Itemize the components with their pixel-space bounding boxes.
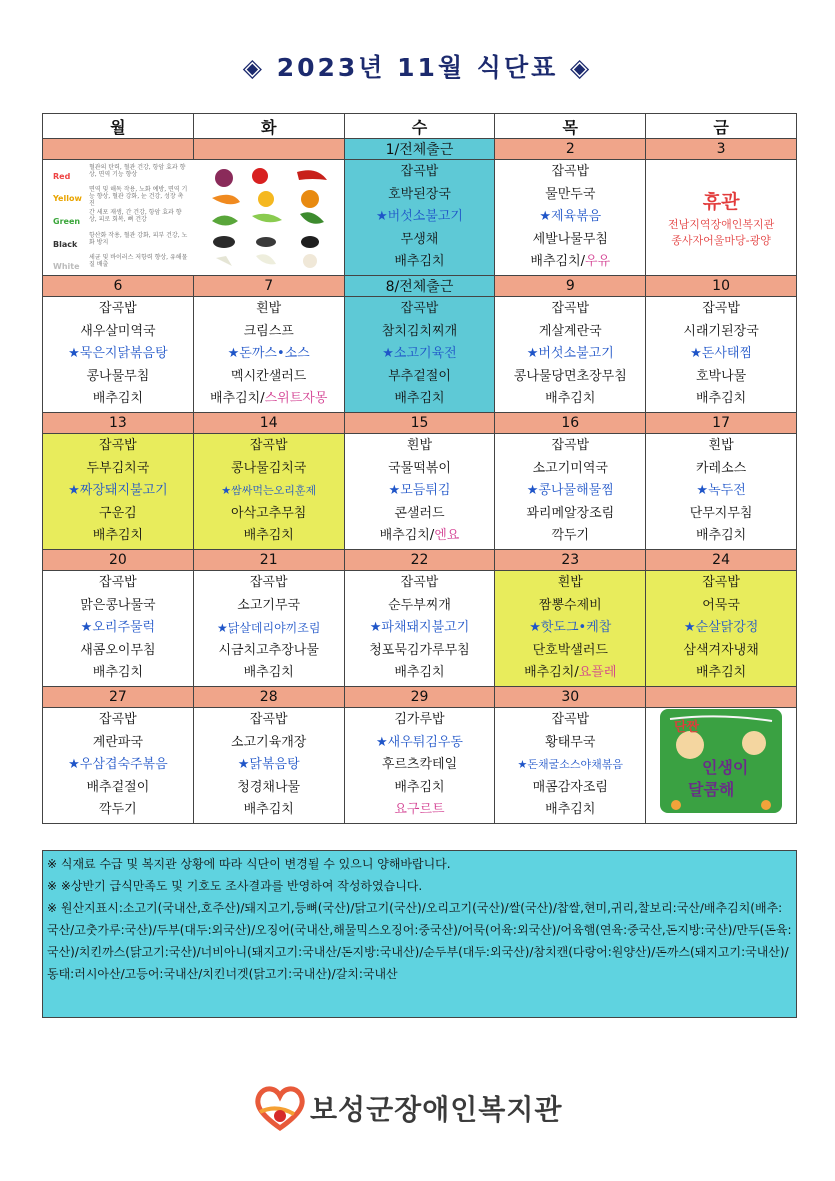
menu-cell (344, 160, 495, 276)
poster-cell (646, 708, 797, 824)
menu-item: 잡곡밥 (551, 438, 590, 454)
poster-image (660, 709, 782, 813)
menu-item: 새우살미역국 (80, 323, 156, 339)
menu-item: 김가루밥 (394, 712, 445, 728)
menu-item: 참치김치찌개 (381, 323, 458, 339)
weekday-thu: 목 (495, 114, 646, 139)
legend-label: Green (53, 217, 81, 226)
menu-table (42, 113, 797, 824)
menu-row (43, 434, 797, 550)
date-cell: 1/전체출근 (344, 139, 495, 160)
menu-item-main: ★돈채굴소스야채볶음 (517, 758, 624, 772)
menu-item: 배추김치 (92, 528, 144, 544)
svg-text:인생이: 인생이 (702, 758, 749, 778)
date-cell: 29 (344, 687, 495, 708)
menu-item-main: ★돈사태찜 (690, 346, 753, 362)
menu-item: 단무지무침 (689, 505, 753, 521)
menu-item: 잡곡밥 (702, 301, 740, 317)
menu-cell (495, 297, 646, 413)
menu-item: 짬뽕수제비 (538, 597, 602, 613)
menu-item: 후르츠칵테일 (381, 757, 458, 773)
menu-item: 배추김치 (695, 665, 747, 681)
menu-item: 배추김치 (545, 391, 596, 407)
menu-item: 배추김치 (243, 665, 294, 681)
vegetables-illustration (202, 166, 340, 270)
menu-item: 잡곡밥 (99, 712, 137, 728)
menu-cell (193, 434, 344, 550)
menu-item: 배추김치 (695, 391, 747, 407)
menu-item: 깍두기 (551, 528, 590, 544)
holiday-title: 휴관 (702, 190, 740, 213)
menu-item: 아삭고추무침 (231, 505, 307, 521)
heart-logo-icon (250, 1082, 310, 1132)
menu-item: 크림스프 (243, 323, 294, 339)
menu-item: 청경채나물 (237, 779, 301, 795)
menu-item-main: ★모듬튀김 (388, 483, 451, 499)
menu-item: 잡곡밥 (99, 575, 137, 591)
legend-text: 세균 및 바이러스 저항력 향상, 유해물질 배출 (89, 254, 188, 268)
menu-cell (646, 571, 797, 687)
weekday-header-row (43, 114, 797, 139)
date-row (43, 276, 797, 297)
menu-cell (43, 434, 194, 550)
menu-cell (646, 434, 797, 550)
menu-item: 잡곡밥 (400, 301, 439, 317)
menu-item: 배추김치 (545, 802, 596, 818)
date-cell: 8/전체출근 (344, 276, 495, 297)
svg-text:단짠: 단짠 (674, 720, 700, 736)
weekday-wed: 수 (344, 114, 495, 139)
menu-item: 배추김치 (394, 665, 445, 681)
menu-item: 소고기육개장 (231, 734, 307, 750)
menu-item-main: ★콩나물해물찜 (526, 483, 614, 499)
date-cell: 14 (193, 413, 344, 434)
menu-cell (344, 434, 495, 550)
date-row (43, 139, 797, 160)
notes-box (42, 850, 797, 1018)
menu-cell (193, 571, 344, 687)
menu-item: 흰밥 (557, 575, 583, 591)
menu-row (43, 708, 797, 824)
menu-item: 꽈리메알장조림 (526, 505, 615, 521)
menu-item: 흰밥 (406, 438, 433, 454)
menu-item: 콘샐러드 (394, 505, 445, 521)
menu-item: 청포묵김가루무침 (369, 642, 470, 658)
menu-item: 삼색겨자냉채 (683, 642, 759, 658)
menu-item: 배추겉절이 (86, 779, 150, 795)
menu-item-extra: 스위트자몽 (264, 391, 328, 407)
date-cell (193, 139, 344, 160)
date-cell: 30 (495, 687, 646, 708)
date-cell: 15 (344, 413, 495, 434)
menu-item-main: ★새우튀김우동 (375, 734, 463, 750)
menu-item-main: ★제육볶음 (539, 209, 602, 225)
svg-text:달콤해: 달콤해 (688, 780, 735, 800)
menu-item: 잡곡밥 (249, 575, 288, 591)
menu-item: 호박나물 (695, 368, 747, 384)
menu-item (495, 251, 645, 274)
menu-cell (193, 708, 344, 824)
page-title: ◈ 2023년 11월 식단표 ◈ (242, 53, 593, 82)
menu-item: 잡곡밥 (99, 301, 137, 317)
menu-item: 매콤감자조림 (532, 779, 608, 795)
menu-cell (43, 708, 194, 824)
footer-logo (250, 1082, 670, 1132)
date-cell: 13 (43, 413, 194, 434)
menu-item: 두부김치국 (86, 460, 150, 476)
menu-item: 시금치고추장나물 (218, 642, 319, 658)
organization-name: 보성군장애인복지관 (310, 1093, 563, 1126)
legend-label: Black (53, 240, 78, 249)
menu-item: 잡곡밥 (551, 164, 590, 180)
menu-cell (43, 297, 194, 413)
menu-item-main: ★닭볶음탕 (237, 757, 300, 773)
menu-item: 구운김 (99, 505, 137, 521)
date-cell: 24 (646, 550, 797, 571)
menu-item: 콩나물당면초장무침 (513, 368, 627, 384)
menu-item: 어묵국 (702, 597, 740, 613)
menu-item-text: 배추김치/ (524, 665, 579, 681)
date-row (43, 550, 797, 571)
menu-item-main: ★묵은지닭볶음탕 (68, 346, 168, 362)
menu-row (43, 160, 797, 276)
date-cell: 28 (193, 687, 344, 708)
menu-item-extra: 우유 (585, 254, 611, 270)
weekday-tue: 화 (193, 114, 344, 139)
date-row (43, 413, 797, 434)
menu-item: 흰밥 (256, 301, 282, 317)
date-row (43, 687, 797, 708)
date-cell (43, 139, 194, 160)
menu-item: 잡곡밥 (249, 712, 288, 728)
menu-item-main: ★녹두전 (696, 483, 746, 499)
menu-item: 소고기무국 (237, 597, 301, 613)
menu-item-main: ★버섯소불고기 (526, 346, 614, 362)
menu-cell (646, 297, 797, 413)
menu-item-main: ★쌈싸먹는오리훈제 (221, 484, 317, 498)
menu-item: 카레소스 (695, 460, 747, 476)
menu-item-main: ★닭살데리야끼조림 (216, 621, 321, 636)
note-line: ※ ※상반기 급식만족도 및 기호도 조사결과를 반영하여 작성하였습니다. (47, 879, 423, 893)
menu-item (194, 388, 344, 411)
menu-item: 배추김치 (243, 802, 294, 818)
menu-item: 무생채 (400, 231, 439, 247)
menu-cell (495, 434, 646, 550)
menu-item: 잡곡밥 (702, 575, 740, 591)
menu-item: 호박된장국 (388, 186, 451, 202)
legend-text: 간 세포 재생, 간 건강, 항암 효과 향상, 피로 회복, 뼈 건강 (89, 209, 182, 223)
menu-item: 시래기된장국 (683, 323, 759, 339)
weekday-mon: 월 (43, 114, 194, 139)
menu-item-main: ★짜장돼지불고기 (68, 483, 168, 499)
menu-row (43, 297, 797, 413)
menu-cell (495, 571, 646, 687)
date-cell (646, 687, 797, 708)
note-origin: ※ 원산지표시:소고기(국내산,호주산)/돼지고기,등뼈(국산)/닭고기(국산)/오리고기(국산)/쌀(국산)/찹쌀,현미,귀리,찰보리:국산/배추김치(배추:국산/고춧가루:국산)/두부(대두:외국산)/오징어(국내산,해물믹스오징어:중국산)/어묵(어육:외국산)/어육햄(연육:중국산,돈지방:국산)/만두(돈육:국산)/치킨까스(닭고기:국산)/너비아니(돼지고기:국내산/돈지방:국내산)/순두부(대두:외국산)/참치캔(다랑어:원양산)/돈까스(돼지고기:국내산)/동태:러시아산/고등어:국내산/치킨너겟(닭고기:국내산)/갈치:국내산 (47, 901, 792, 981)
date-cell: 20 (43, 550, 194, 571)
menu-item-text: 배추김치/ (379, 528, 435, 544)
date-cell: 10 (646, 276, 797, 297)
menu-item: 잡곡밥 (99, 438, 137, 454)
menu-item: 부추겉절이 (388, 368, 451, 384)
legend-label: White (53, 262, 80, 271)
date-cell: 23 (495, 550, 646, 571)
date-cell: 9 (495, 276, 646, 297)
legend-label: Yellow (53, 194, 82, 203)
date-cell: 16 (495, 413, 646, 434)
menu-item-main: ★순살닭강정 (683, 620, 759, 636)
date-cell: 22 (344, 550, 495, 571)
menu-cell (495, 160, 646, 276)
holiday-cell (646, 160, 797, 276)
weekday-fri: 금 (646, 114, 797, 139)
date-cell: 21 (193, 550, 344, 571)
menu-item: 요구르트 (394, 802, 445, 818)
note-line: ※ 식재료 수급 및 복지관 상황에 따라 식단이 변경될 수 있으니 양해바랍니다. (47, 857, 451, 871)
menu-item: 배추김치 (92, 391, 144, 407)
menu-item-extra: 요플레 (578, 665, 617, 681)
menu-item: 계란파국 (92, 734, 144, 750)
menu-item: 새콤오이무침 (80, 642, 156, 658)
menu-item (345, 525, 495, 548)
menu-item-main: ★소고기육전 (382, 346, 457, 362)
menu-row (43, 571, 797, 687)
menu-item: 배추김치 (394, 254, 445, 270)
menu-item: 맑은콩나물국 (80, 597, 156, 613)
date-cell: 3 (646, 139, 797, 160)
menu-item-extra: 엔요 (434, 528, 460, 544)
date-cell: 2 (495, 139, 646, 160)
menu-cell (495, 708, 646, 824)
menu-item-main: ★오리주물럭 (80, 620, 156, 636)
date-cell: 17 (646, 413, 797, 434)
menu-item: 잡곡밥 (551, 712, 590, 728)
menu-item: 게살계란국 (538, 323, 602, 339)
menu-cell (344, 571, 495, 687)
menu-item: 잡곡밥 (400, 575, 439, 591)
menu-item (495, 662, 645, 685)
menu-cell (193, 297, 344, 413)
menu-item-main: ★핫도그•케찹 (529, 620, 612, 636)
menu-item: 배추김치 (243, 528, 294, 544)
menu-item-main: ★버섯소불고기 (375, 209, 463, 225)
menu-item: 멕시칸샐러드 (231, 368, 307, 384)
menu-item-text: 배추김치/ (209, 391, 265, 407)
menu-cell (344, 297, 495, 413)
menu-item: 순두부찌개 (388, 597, 451, 613)
menu-item: 세발나물무침 (532, 231, 608, 247)
menu-item: 잡곡밥 (551, 301, 590, 317)
menu-item-main: ★파채돼지불고기 (369, 620, 470, 636)
legend-text: 항산화 작용, 혈관 강화, 피부 건강, 노화 방지 (89, 232, 188, 246)
legend-text: 혈관의 탄력, 혈관 건강, 항암 효과 향상, 면역 기능 향상 (89, 164, 186, 178)
menu-cell (344, 708, 495, 824)
menu-item: 배추김치 (394, 391, 445, 407)
color-nutrition-panel (43, 160, 345, 276)
menu-item-text: 배추김치/ (530, 254, 586, 270)
date-cell: 6 (43, 276, 194, 297)
menu-item: 배추김치 (695, 528, 747, 544)
menu-item: 잡곡밥 (249, 438, 288, 454)
legend-text: 면역 및 해독 작용, 노화 예방, 면역 기능 향상, 혈관 강화, 눈 건강, 성장 촉진 (89, 186, 188, 207)
menu-item: 물만두국 (545, 186, 596, 202)
menu-item: 깍두기 (99, 802, 137, 818)
menu-item-main: ★우삼겹숙주볶음 (68, 757, 168, 773)
date-cell: 7 (193, 276, 344, 297)
menu-item: 황태무국 (545, 734, 596, 750)
date-cell: 27 (43, 687, 194, 708)
holiday-note: 전남지역장애인복지관 (667, 217, 775, 231)
menu-item: 소고기미역국 (532, 460, 608, 476)
menu-item: 잡곡밥 (400, 164, 439, 180)
menu-item: 흰밥 (708, 438, 734, 454)
menu-item: 콩나물김치국 (231, 460, 307, 476)
menu-item: 단호박샐러드 (532, 642, 608, 658)
legend-label: Red (53, 172, 71, 181)
menu-item-main: ★돈까스•소스 (227, 346, 310, 362)
menu-item: 배추김치 (394, 779, 445, 795)
menu-item: 국물떡볶이 (388, 460, 451, 476)
menu-cell (43, 571, 194, 687)
holiday-note: 종사자어울마당-광양 (671, 233, 771, 247)
menu-item: 콩나물무침 (86, 368, 150, 384)
menu-item: 배추김치 (92, 665, 144, 681)
